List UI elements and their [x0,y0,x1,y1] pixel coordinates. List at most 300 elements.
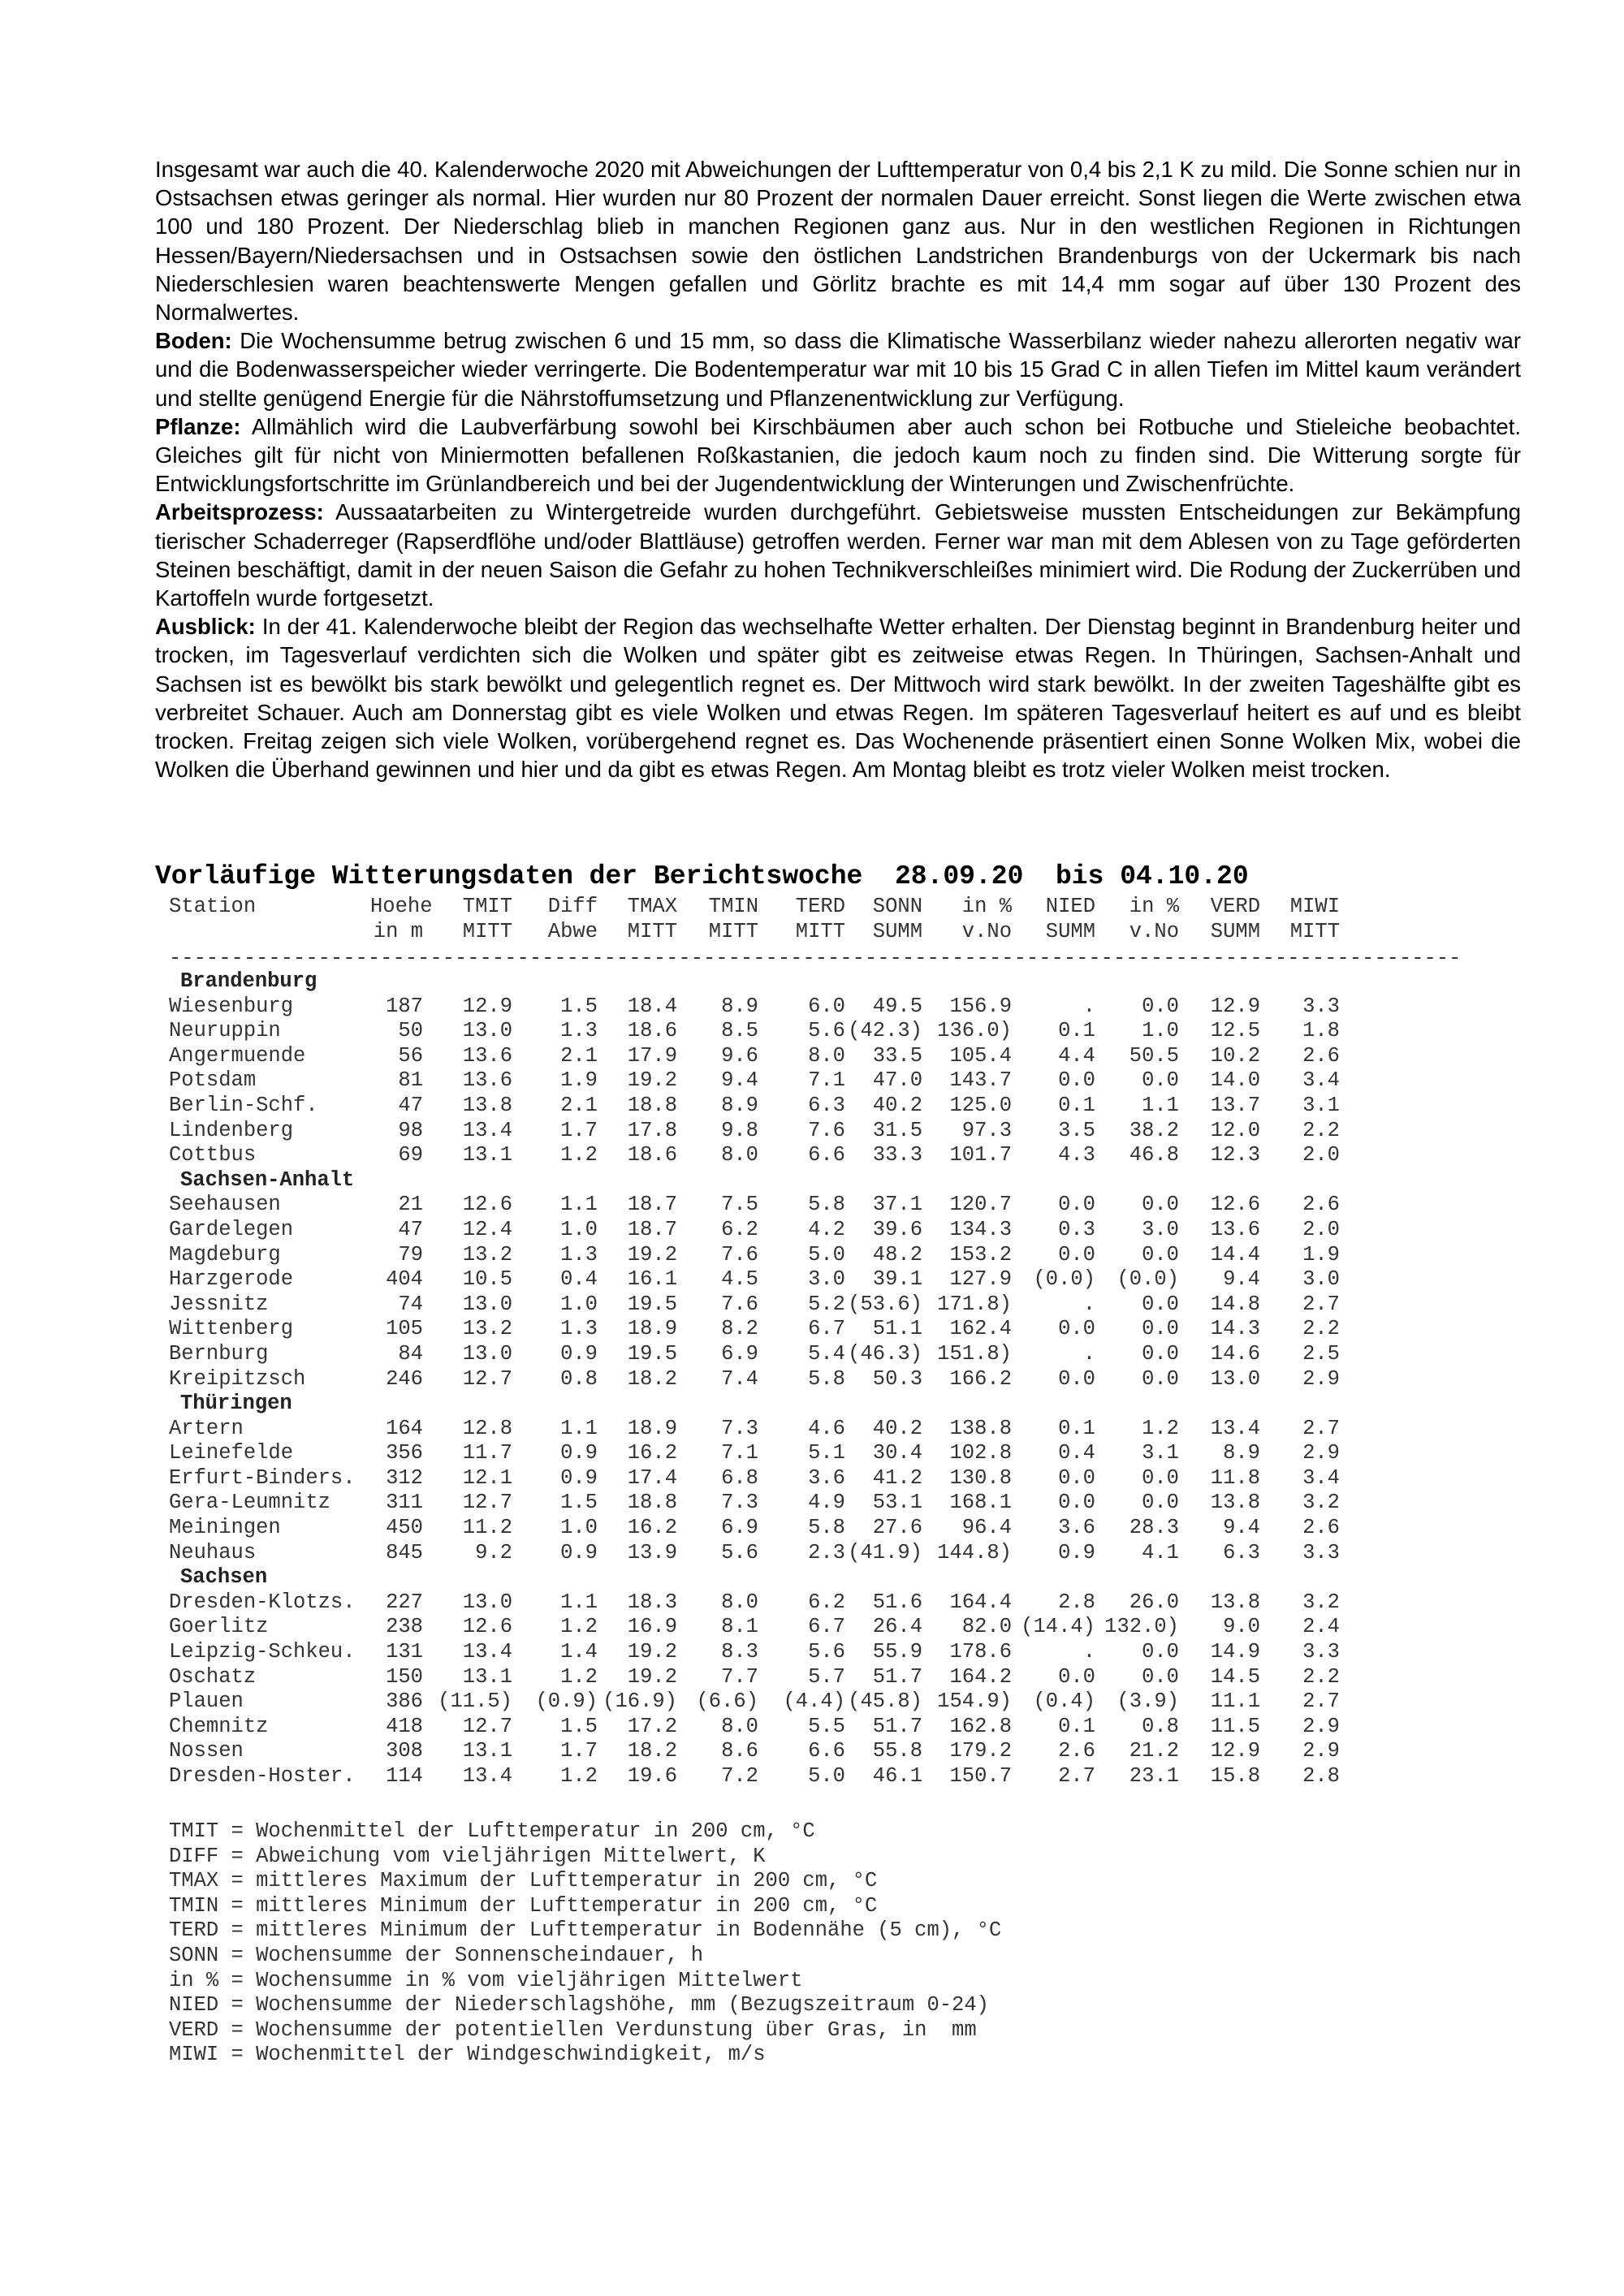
cell-nied: 0.0 [1058,1664,1095,1689]
cell-terd: 5.6 [808,1019,845,1043]
cell-tmax: 18.9 [627,1317,677,1341]
cell-station: Plauen [169,1690,244,1714]
table-row [169,1739,1340,1764]
cell-tmin: 8.9 [721,994,758,1018]
cell-diff: 1.5 [560,1491,598,1515]
cell-nied-pct: 4.1 [1142,1540,1179,1564]
cell-miwi: 3.3 [1302,1540,1340,1564]
cell-tmax: 19.5 [627,1341,677,1366]
cell-miwi: 2.9 [1302,1739,1340,1763]
cell-nied-pct: 0.0 [1142,1242,1179,1267]
cell-terd: 3.0 [808,1267,845,1292]
cell-nied: 2.8 [1058,1590,1095,1614]
cell-nied-pct: 0.0 [1142,1193,1179,1217]
table-row [169,1516,1340,1541]
cell-tmin: 9.6 [721,1043,758,1068]
cell-sonn-pct: 151.8) [937,1341,1012,1366]
cell-sonn-pct: 166.2 [949,1366,1012,1391]
cell-tmax: 16.2 [627,1516,677,1540]
cell-nied-pct: 46.8 [1129,1143,1179,1167]
cell-nied: (0.4) [1033,1690,1095,1714]
cell-hoehe: 311 [386,1491,423,1515]
cell-tmit: 13.1 [462,1664,512,1689]
cell-station [169,920,370,945]
cell-verd: 12.9 [1210,994,1260,1018]
cell-verd: 14.5 [1210,1664,1260,1689]
cell-sonn-pct: 162.4 [949,1317,1012,1341]
cell-tmit: 12.8 [462,1416,512,1440]
arbeitsprozess-paragraph [155,498,1521,612]
cell-tmin: MITT [708,919,758,943]
cell-sonn-pct: 178.6 [949,1640,1012,1664]
cell-sonn: 40.2 [872,1093,922,1117]
legend-line: TMIN = mittleres Minimum der Lufttemperatur in 200 cm, °C [169,1893,878,1918]
legend-line: TERD = mittleres Minimum der Lufttemperatur in Bodennähe (5 cm), °C [169,1918,1002,1943]
cell-nied: 0.0 [1058,1317,1095,1341]
cell-verd: 9.0 [1223,1615,1260,1639]
cell-verd: 10.2 [1210,1043,1260,1068]
cell-nied: 0.1 [1058,1416,1095,1440]
cell-hoehe: 450 [386,1516,423,1540]
cell-nied: 0.0 [1058,1193,1095,1217]
cell-tmax: 17.2 [627,1714,677,1738]
cell-miwi: 2.7 [1302,1416,1340,1440]
cell-tmax: MITT [627,919,677,943]
cell-tmit: 13.1 [462,1143,512,1167]
cell-tmax: 19.2 [627,1068,677,1093]
cell-diff: 1.3 [560,1242,598,1267]
cell-tmax: 19.2 [627,1664,677,1689]
table-row [169,995,1340,1020]
cell-sonn-pct: 105.4 [949,1043,1012,1068]
cell-sonn: 53.1 [872,1491,922,1515]
cell-terd: 5.6 [808,1640,845,1664]
pflanze-text: Allmählich wird die Laubverfärbung sowohl bei Kirschbäumen aber auch schon bei Rotbuche und Stieleiche beobachtet. Gleiches gilt für nicht von Miniermotten befallenen Roßkastanien, die jedoch kaum noch zu finden sind. Die Witterung sorgte für Entwicklungsfortschritte im Grünlandbereich und bei der Jugendentwicklung der Winterungen und Zwischenfrüchte. [155,413,1521,497]
cell-diff: 2.1 [560,1093,598,1117]
cell-verd: 14.9 [1210,1640,1260,1664]
cell-diff: 1.0 [560,1292,598,1316]
cell-diff: 0.9 [560,1441,598,1465]
cell-nied: . [1082,994,1095,1018]
cell-nied: (0.0) [1033,1267,1095,1292]
cell-sonn: 41.2 [872,1465,922,1490]
cell-station: Kreipitzsch [169,1366,306,1391]
cell-tmin: 4.5 [721,1267,758,1292]
table-row [169,1615,1340,1640]
cell-nied-pct: 1.0 [1142,1019,1179,1043]
cell-tmit: 13.0 [462,1341,512,1366]
cell-tmit: 12.9 [462,994,512,1018]
cell-nied-pct: 0.0 [1142,1491,1179,1515]
cell-tmax: 17.9 [627,1043,677,1068]
cell-verd: 14.0 [1210,1068,1260,1093]
cell-nied-pct: 0.0 [1142,1068,1179,1093]
cell-station: Harzgerode [169,1267,294,1292]
cell-tmit: 13.4 [462,1640,512,1664]
cell-hoehe: 227 [386,1590,423,1614]
cell-tmax: 18.9 [627,1416,677,1440]
table-rule: -------------------------------------------------------------------------------------------------------- [169,947,1462,970]
cell-verd: 15.8 [1210,1764,1260,1788]
cell-sonn: 47.0 [872,1068,922,1093]
cell-diff: 0.4 [560,1267,598,1292]
cell-sonn: 31.5 [872,1118,922,1142]
cell-sonn: 46.1 [872,1764,922,1788]
cell-station: Neuhaus [169,1540,257,1564]
cell-sonn-pct: 97.3 [961,1118,1012,1142]
cell-miwi: 2.6 [1302,1043,1340,1068]
cell-sonn-pct: 130.8 [949,1465,1012,1490]
cell-tmin: 7.3 [721,1491,758,1515]
cell-terd: 4.9 [808,1491,845,1515]
cell-nied: 0.0 [1058,1366,1095,1391]
cell-tmin: 8.6 [721,1739,758,1763]
cell-hoehe: 312 [386,1465,423,1490]
cell-hoehe: 845 [386,1540,423,1564]
cell-miwi: 2.8 [1302,1764,1340,1788]
cell-nied: 4.4 [1058,1043,1095,1068]
cell-nied-pct: 21.2 [1129,1739,1179,1763]
cell-nied: 0.1 [1058,1714,1095,1738]
cell-verd: 13.8 [1210,1491,1260,1515]
cell-tmit: 12.7 [462,1491,512,1515]
cell-tmin: 5.6 [721,1540,758,1564]
cell-miwi: 2.6 [1302,1193,1340,1217]
cell-diff: 1.9 [560,1068,598,1093]
region-heading: Sachsen [180,1565,268,1590]
cell-sonn: 51.1 [872,1317,922,1341]
cell-hoehe: 114 [386,1764,423,1788]
cell-nied-pct: 50.5 [1129,1043,1179,1068]
cell-nied-pct: 26.0 [1129,1590,1179,1614]
pflanze-label: Pflanze: [155,413,241,439]
table-row [169,1119,1340,1144]
cell-sonn-pct: 120.7 [949,1193,1012,1217]
cell-tmax: 18.3 [627,1590,677,1614]
cell-tmin: 8.2 [721,1317,758,1341]
cell-station: Jessnitz [169,1292,269,1316]
ausblick-label: Ausblick: [155,614,256,640]
cell-nied: 0.9 [1058,1540,1095,1564]
cell-tmax: 18.8 [627,1491,677,1515]
cell-miwi: MIWI [1289,895,1340,918]
table-row [169,1715,1340,1740]
cell-nied: 0.3 [1058,1217,1095,1241]
table-row [169,1243,1340,1268]
cell-sonn-pct: 162.8 [949,1714,1012,1738]
cell-sonn: 48.2 [872,1242,922,1267]
cell-sonn-pct: 150.7 [949,1764,1012,1788]
cell-sonn-pct: 179.2 [949,1739,1012,1763]
cell-sonn: 49.5 [872,994,922,1018]
cell-terd: (4.4) [783,1690,845,1714]
cell-verd: 12.5 [1210,1019,1260,1043]
cell-tmin: 6.8 [721,1465,758,1490]
cell-verd: 12.0 [1210,1118,1260,1142]
cell-verd: 13.0 [1210,1366,1260,1391]
cell-diff: Diff [547,895,598,918]
cell-miwi: 2.7 [1302,1292,1340,1316]
legend-line: NIED = Wochensumme der Niederschlagshöhe, mm (Bezugszeitraum 0-24) [169,1993,989,2018]
cell-diff: 0.8 [560,1366,598,1391]
cell-station: Station [169,895,257,918]
cell-station: Artern [169,1416,244,1440]
cell-nied-pct: (0.0) [1116,1267,1179,1292]
cell-sonn-pct: 153.2 [949,1242,1012,1267]
cell-diff: 1.5 [560,994,598,1018]
table-title: Vorläufige Witterungsdaten der Berichtswoche 28.09.20 bis 04.10.20 [155,861,1249,891]
cell-miwi: 3.4 [1302,1465,1340,1490]
cell-nied: 0.0 [1058,1242,1095,1267]
cell-nied: . [1082,1640,1095,1664]
cell-verd: 11.5 [1210,1714,1260,1738]
cell-hoehe: in m [373,919,423,943]
cell-nied-pct: 0.0 [1142,1465,1179,1490]
cell-tmax: (16.9) [603,1690,677,1714]
table-row [169,1690,1340,1715]
cell-terd: 3.6 [808,1465,845,1490]
cell-tmax: 18.2 [627,1366,677,1391]
cell-terd: 5.8 [808,1366,845,1391]
cell-tmin: 7.1 [721,1441,758,1465]
cell-miwi: 3.4 [1302,1068,1340,1093]
cell-diff: 1.1 [560,1416,598,1440]
cell-sonn-pct: 164.4 [949,1590,1012,1614]
cell-miwi: 3.2 [1302,1491,1340,1515]
cell-tmit: 13.2 [462,1242,512,1267]
cell-tmit: 13.4 [462,1764,512,1788]
cell-sonn-pct: 136.0) [937,1019,1012,1043]
cell-tmax: 18.6 [627,1143,677,1167]
cell-miwi: 2.5 [1302,1341,1340,1366]
cell-station: Seehausen [169,1193,281,1217]
cell-tmin: (6.6) [696,1690,758,1714]
cell-miwi: 2.2 [1302,1664,1340,1689]
cell-nied-pct: 3.0 [1142,1217,1179,1241]
cell-tmit: 12.1 [462,1465,512,1490]
cell-terd: 6.7 [808,1615,845,1639]
cell-hoehe: 187 [386,994,423,1018]
cell-miwi: 2.9 [1302,1714,1340,1738]
cell-miwi: 2.2 [1302,1118,1340,1142]
cell-nied: . [1082,1341,1095,1366]
cell-nied: NIED [1045,895,1095,918]
cell-nied: 0.1 [1058,1093,1095,1117]
cell-terd: 6.0 [808,994,845,1018]
cell-station: Bernburg [169,1341,269,1366]
cell-station: Gera-Leumnitz [169,1491,330,1515]
cell-diff: 0.9 [560,1465,598,1490]
cell-sonn: 33.5 [872,1043,922,1068]
cell-tmax: 18.8 [627,1093,677,1117]
cell-diff: 0.9 [560,1341,598,1366]
cell-diff: Abwe [547,919,598,943]
cell-tmax: 19.5 [627,1292,677,1316]
cell-nied-pct: 38.2 [1129,1118,1179,1142]
cell-diff: 1.7 [560,1739,598,1763]
cell-sonn: 51.6 [872,1590,922,1614]
cell-tmit: MITT [462,919,512,943]
cell-miwi: 2.9 [1302,1366,1340,1391]
cell-diff: 1.2 [560,1764,598,1788]
cell-diff: 1.2 [560,1664,598,1689]
cell-terd: 6.6 [808,1739,845,1763]
cell-tmit: TMIT [462,895,512,918]
table-row [169,1019,1340,1044]
cell-tmit: 13.0 [462,1292,512,1316]
cell-miwi: 1.8 [1302,1019,1340,1043]
cell-nied-pct: 132.0) [1104,1615,1179,1639]
cell-tmax: 18.7 [627,1217,677,1241]
cell-diff: 1.2 [560,1143,598,1167]
cell-sonn: 37.1 [872,1193,922,1217]
cell-station: Wiesenburg [169,994,294,1018]
table-row [169,1417,1340,1442]
cell-tmit: 12.7 [462,1366,512,1391]
table-row [169,1441,1340,1466]
cell-tmin: 7.2 [721,1764,758,1788]
cell-verd: 11.1 [1210,1690,1260,1714]
legend-line: TMIT = Wochenmittel der Lufttemperatur in 200 cm, °C [169,1819,815,1843]
cell-station: Angermuende [169,1043,306,1068]
cell-miwi: 2.7 [1302,1690,1340,1714]
cell-nied-pct: 0.0 [1142,994,1179,1018]
cell-sonn-pct: 82.0 [961,1615,1012,1639]
cell-nied: 4.3 [1058,1143,1095,1167]
cell-nied: . [1082,1292,1095,1316]
cell-sonn: SONN [872,895,922,918]
cell-nied: 3.6 [1058,1516,1095,1540]
cell-tmit: 13.1 [462,1739,512,1763]
cell-nied-pct: 0.0 [1142,1664,1179,1689]
cell-sonn-pct: 134.3 [949,1217,1012,1241]
cell-verd: 8.9 [1223,1441,1260,1465]
cell-hoehe: 81 [398,1068,423,1093]
cell-diff: 1.4 [560,1640,598,1664]
cell-hoehe: 404 [386,1267,423,1292]
cell-nied-pct: 0.0 [1142,1317,1179,1341]
cell-tmit: 13.6 [462,1068,512,1093]
legend-line: SONN = Wochensumme der Sonnenscheindauer, h [169,1943,704,1967]
cell-tmax: 16.9 [627,1615,677,1639]
cell-hoehe: 356 [386,1441,423,1465]
cell-tmin: 8.1 [721,1615,758,1639]
cell-verd: 12.9 [1210,1739,1260,1763]
cell-verd: 14.8 [1210,1292,1260,1316]
cell-tmit: 12.7 [462,1714,512,1738]
cell-terd: 7.1 [808,1068,845,1093]
cell-terd: 6.2 [808,1590,845,1614]
cell-tmit: 12.6 [462,1193,512,1217]
cell-station: Gardelegen [169,1217,294,1241]
cell-miwi: 2.4 [1302,1615,1340,1639]
cell-miwi: 3.0 [1302,1267,1340,1292]
cell-diff: 1.0 [560,1516,598,1540]
cell-tmit: (11.5) [438,1690,512,1714]
cell-hoehe: 105 [386,1317,423,1341]
cell-tmit: 9.2 [475,1540,512,1564]
cell-terd: 6.6 [808,1143,845,1167]
table-row [169,1367,1340,1392]
cell-miwi: 3.1 [1302,1093,1340,1117]
cell-tmax: 13.9 [627,1540,677,1564]
table-row [169,1317,1340,1342]
cell-sonn: 30.4 [872,1441,922,1465]
cell-sonn-pct: 143.7 [949,1068,1012,1093]
cell-hoehe: 21 [398,1193,423,1217]
cell-sonn: 55.9 [872,1640,922,1664]
cell-sonn: 55.8 [872,1739,922,1763]
cell-sonn: (46.3) [848,1341,922,1366]
abbreviation-legend [169,1819,1001,2068]
cell-sonn-pct: 144.8) [937,1540,1012,1564]
cell-tmit: 13.0 [462,1590,512,1614]
table-row [169,1044,1340,1069]
cell-tmin: 8.9 [721,1093,758,1117]
weather-table-body [169,969,1340,1789]
cell-sonn: 51.7 [872,1714,922,1738]
table-row [169,1541,1340,1566]
cell-tmin: 8.3 [721,1640,758,1664]
cell-terd: 5.7 [808,1664,845,1689]
cell-tmit: 12.4 [462,1217,512,1241]
cell-terd: 7.6 [808,1118,845,1142]
cell-verd: 11.8 [1210,1465,1260,1490]
cell-terd: 4.6 [808,1416,845,1440]
cell-miwi: 2.9 [1302,1441,1340,1465]
cell-sonn: 40.2 [872,1416,922,1440]
cell-hoehe: 131 [386,1640,423,1664]
ausblick-paragraph [155,612,1521,783]
cell-tmin: 9.8 [721,1118,758,1142]
cell-tmin: 6.9 [721,1341,758,1366]
cell-sonn: 33.3 [872,1143,922,1167]
cell-hoehe: 386 [386,1690,423,1714]
cell-tmax: 18.7 [627,1193,677,1217]
cell-verd: SUMM [1210,919,1260,943]
cell-diff: 1.2 [560,1615,598,1639]
cell-tmax: 18.2 [627,1739,677,1763]
cell-verd: 13.7 [1210,1093,1260,1117]
cell-tmax: 17.4 [627,1465,677,1490]
cell-miwi: 3.3 [1302,994,1340,1018]
cell-hoehe: 47 [398,1217,423,1241]
cell-miwi: 1.9 [1302,1242,1340,1267]
cell-tmin: 7.6 [721,1292,758,1316]
cell-sonn-pct: 127.9 [949,1267,1012,1292]
cell-terd: 5.5 [808,1714,845,1738]
cell-sonn-pct: in % [961,895,1012,918]
cell-terd: TERD [795,895,845,918]
cell-station: Wittenberg [169,1317,294,1341]
cell-sonn-pct: 171.8) [937,1292,1012,1316]
pflanze-paragraph [155,412,1521,498]
cell-nied-pct: 1.2 [1142,1416,1179,1440]
cell-hoehe: 308 [386,1739,423,1763]
cell-sonn: 39.1 [872,1267,922,1292]
cell-tmax: 17.8 [627,1118,677,1142]
table-row [169,1764,1340,1789]
cell-nied: 0.4 [1058,1441,1095,1465]
cell-diff: 2.1 [560,1043,598,1068]
cell-verd: 13.6 [1210,1217,1260,1241]
cell-nied: (14.4) [1021,1615,1095,1639]
cell-verd: 13.8 [1210,1590,1260,1614]
cell-sonn-pct: 101.7 [949,1143,1012,1167]
cell-sonn-pct: 156.9 [949,994,1012,1018]
cell-station: Neuruppin [169,1019,281,1043]
cell-sonn-pct: 168.1 [949,1491,1012,1515]
